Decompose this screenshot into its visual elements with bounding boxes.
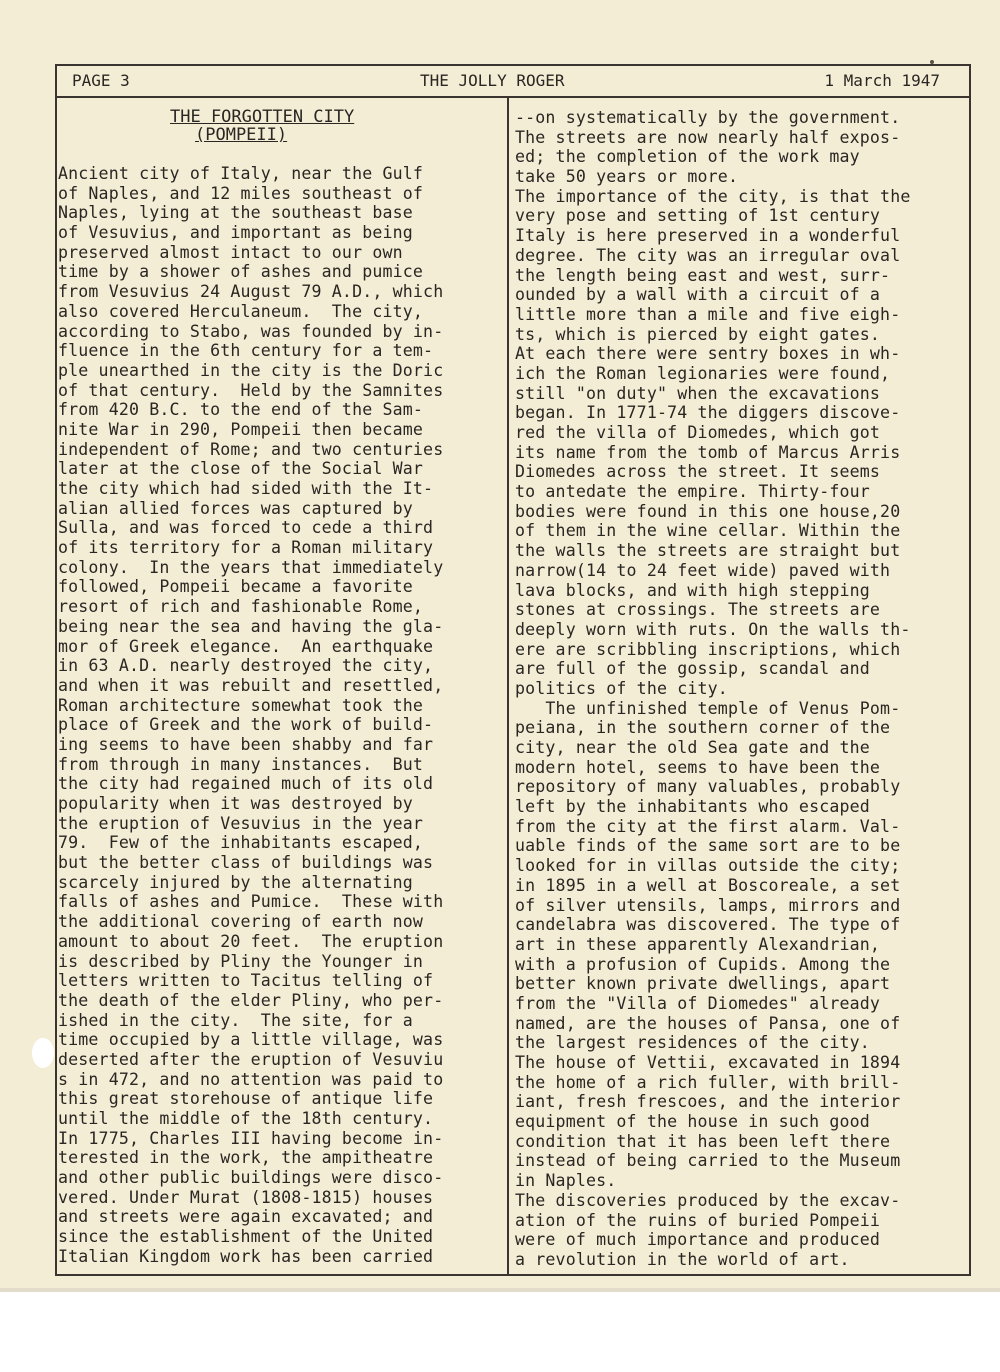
article-line: ished in the city. The site, for a bbox=[58, 1010, 413, 1030]
article-line: in Naples. bbox=[515, 1171, 617, 1191]
article-line: preserved almost intact to our own bbox=[58, 242, 403, 262]
article-line: In 1775, Charles III having become in- bbox=[58, 1128, 444, 1148]
article-line: from through in many instances. But bbox=[58, 754, 424, 774]
article-line: lava blocks, and with high stepping bbox=[515, 580, 870, 600]
article-line: time occupied by a little village, was bbox=[58, 1030, 444, 1050]
article-line: looked for in villas outside the city; bbox=[515, 856, 901, 876]
article-line: also covered Herculaneum. The city, bbox=[58, 301, 424, 321]
article-line: the city which had sided with the It- bbox=[58, 479, 434, 498]
article-line: its name from the tomb of Marcus Arris bbox=[515, 442, 901, 462]
article-line: ple unearthed in the city is the Doric bbox=[58, 360, 444, 380]
article-line: being near the sea and having the gla- bbox=[58, 616, 444, 636]
article-line: popularity when it was destroyed by bbox=[58, 794, 413, 813]
article-line: --on systematically by the government. bbox=[515, 108, 901, 127]
article-line: instead of being carried to the Museum bbox=[515, 1151, 901, 1171]
article-line: Naples, lying at the southeast base bbox=[58, 203, 413, 223]
article-line: are full of the gossip, scandal and bbox=[515, 659, 870, 679]
article-line: repository of many valuables, probably bbox=[515, 777, 901, 797]
article-line: deeply worn with ruts. On the walls th- bbox=[515, 619, 911, 639]
article-line: the eruption of Vesuvius in the year bbox=[58, 813, 424, 833]
article-line: from 420 B.C. to the end of the Sam- bbox=[58, 400, 424, 420]
article-line: degree. The city was an irregular oval bbox=[515, 245, 901, 265]
article-line: time by a shower of ashes and pumice bbox=[58, 262, 424, 282]
article-line: alian allied forces was captured by bbox=[58, 498, 413, 518]
article-line: equipment of the house in such good bbox=[515, 1112, 870, 1132]
paper-smudge bbox=[32, 1038, 54, 1068]
article-line: followed, Pompeii became a favorite bbox=[58, 577, 413, 597]
article-line: later at the close of the Social War bbox=[58, 459, 424, 479]
article-line: the walls the streets are straight but bbox=[515, 541, 901, 561]
article-line: candelabra was discovered. The type of bbox=[515, 915, 901, 935]
article-line: The unfinished temple of Venus Pom- bbox=[515, 698, 901, 718]
article-heading bbox=[60, 108, 506, 144]
article-line: ation of the ruins of buried Pompeii bbox=[515, 1210, 881, 1230]
article-line: nite War in 290, Pompeii then became bbox=[58, 419, 424, 439]
article-column-left bbox=[58, 164, 506, 1267]
article-line: place of Greek and the work of build- bbox=[58, 715, 434, 735]
article-line: of its territory for a Roman military bbox=[58, 538, 434, 558]
article-line: the city had regained much of its old bbox=[58, 774, 434, 794]
article-line: the length being east and west, surr- bbox=[515, 265, 891, 285]
article-line: s in 472, and no attention was paid to bbox=[58, 1069, 444, 1089]
article-line: very pose and setting of 1st century bbox=[515, 206, 881, 226]
article-line: condition that it has been left there bbox=[515, 1131, 891, 1151]
article-line: Sulla, and was forced to cede a third bbox=[58, 518, 434, 538]
article-line: and streets were again excavated; and bbox=[58, 1207, 434, 1227]
article-line: peiana, in the southern corner of the bbox=[515, 718, 891, 738]
article-line: Ancient city of Italy, near the Gulf bbox=[58, 164, 424, 183]
article-line: resort of rich and fashionable Rome, bbox=[58, 597, 424, 617]
article-line: were of much importance and produced bbox=[515, 1230, 881, 1250]
article-line: falls of ashes and Pumice. These with bbox=[58, 892, 444, 912]
article-line: stones at crossings. The streets are bbox=[515, 600, 881, 620]
article-line: in 63 A.D. nearly destroyed the city, bbox=[58, 656, 434, 676]
article-line: The streets are now nearly half expos- bbox=[515, 127, 901, 147]
article-line: 79. Few of the inhabitants escaped, bbox=[58, 833, 424, 853]
article-line: The house of Vettii, excavated in 1894 bbox=[515, 1053, 901, 1072]
article-line: of that century. Held by the Samnites bbox=[58, 380, 444, 400]
article-line: from the city at the first alarm. Val- bbox=[515, 816, 901, 836]
article-line: At each there were sentry boxes in wh- bbox=[515, 344, 901, 364]
article-line: and other public buildings were disco- bbox=[58, 1168, 444, 1188]
article-line: this great storehouse of antique life bbox=[58, 1089, 434, 1109]
article-line: and when it was rebuilt and resettled, bbox=[58, 675, 444, 695]
header-divider bbox=[55, 96, 971, 98]
article-subtitle: (POMPEII) bbox=[195, 125, 288, 145]
article-line: ich the Roman legionaries were found, bbox=[515, 363, 891, 383]
article-line: better known private dwellings, apart bbox=[515, 974, 891, 994]
article-line: little more than a mile and five eigh- bbox=[515, 304, 901, 324]
article-line: narrow(14 to 24 feet wide) paved with bbox=[515, 560, 891, 580]
article-line: politics of the city. bbox=[515, 678, 728, 698]
article-line: art in these apparently Alexandrian, bbox=[515, 934, 881, 954]
article-line: left by the inhabitants who escaped bbox=[515, 797, 870, 817]
article-line: of silver utensils, lamps, mirrors and bbox=[515, 895, 901, 915]
article-line: until the middle of the 18th century. bbox=[58, 1109, 434, 1128]
article-line: the home of a rich fuller, with brill- bbox=[515, 1072, 901, 1092]
article-line: began. In 1771-74 the diggers discove- bbox=[515, 403, 901, 423]
issue-date: 1 March 1947 bbox=[824, 71, 940, 90]
article-line: ts, which is pierced by eight gates. bbox=[515, 324, 881, 344]
article-line: ounded by a wall with a circuit of a bbox=[515, 285, 881, 305]
article-line: amount to about 20 feet. The eruption bbox=[58, 931, 444, 951]
article-line: terested in the work, the ampitheatre bbox=[58, 1148, 434, 1168]
article-line: in 1895 in a well at Boscoreale, a set bbox=[515, 875, 901, 895]
article-title: THE FORGOTTEN CITY bbox=[170, 107, 355, 127]
article-line: take 50 years or more. bbox=[515, 167, 739, 187]
article-line: ed; the completion of the work may bbox=[515, 147, 860, 167]
article-line: modern hotel, seems to have been the bbox=[515, 757, 881, 777]
article-line: colony. In the years that immediately bbox=[58, 557, 444, 577]
article-line: named, are the houses of Pansa, one of bbox=[515, 1013, 901, 1033]
article-line: from Vesuvius 24 August 79 A.D., which bbox=[58, 282, 444, 302]
article-line: Italian Kingdom work has been carried bbox=[58, 1246, 434, 1266]
article-line: the largest residences of the city. bbox=[515, 1033, 870, 1053]
article-line: The discoveries produced by the excav- bbox=[515, 1190, 901, 1210]
article-line: Roman architecture somewhat took the bbox=[58, 695, 424, 715]
article-line: iant, fresh frescoes, and the interior bbox=[515, 1092, 901, 1112]
article-line: since the establishment of the United bbox=[58, 1227, 434, 1247]
article-line: from the "Villa of Diomedes" already bbox=[515, 993, 881, 1013]
article-line: ere are scribbling inscriptions, which bbox=[515, 639, 901, 659]
article-line: a revolution in the world of art. bbox=[515, 1249, 850, 1269]
article-line: is described by Pliny the Younger in bbox=[58, 951, 424, 971]
article-line: according to Stabo, was founded by in- bbox=[58, 321, 444, 341]
article-line: the death of the elder Pliny, who per- bbox=[58, 990, 444, 1010]
article-line: letters written to Tacitus telling of bbox=[58, 971, 434, 991]
article-line: the additional covering of earth now bbox=[58, 912, 424, 932]
article-line: The importance of the city, is that the bbox=[515, 186, 911, 206]
page-number: PAGE 3 bbox=[72, 71, 130, 90]
article-line: but the better class of buildings was bbox=[58, 853, 434, 873]
article-line: mor of Greek elegance. An earthquake bbox=[58, 636, 434, 656]
article-line: of Naples, and 12 miles southeast of bbox=[58, 183, 424, 203]
article-line: fluence in the 6th century for a tem- bbox=[58, 341, 434, 361]
article-line: of them in the wine cellar. Within the bbox=[515, 521, 901, 541]
column-divider bbox=[507, 96, 509, 1276]
article-line: ing seems to have been shabby and far bbox=[58, 734, 434, 754]
article-line: bodies were found in this one house,20 bbox=[515, 501, 901, 521]
article-line: independent of Rome; and two centuries bbox=[58, 439, 444, 459]
article-line: with a profusion of Cupids. Among the bbox=[515, 954, 891, 974]
article-line: scarcely injured by the alternating bbox=[58, 872, 413, 892]
page-edge bbox=[0, 1288, 1000, 1292]
article-line: to antedate the empire. Thirty-four bbox=[515, 482, 870, 502]
article-line: city, near the old Sea gate and the bbox=[515, 738, 870, 757]
article-line: red the villa of Diomedes, which got bbox=[515, 423, 881, 442]
article-line: vered. Under Murat (1808-1815) houses bbox=[58, 1187, 434, 1207]
article-column-right bbox=[515, 108, 969, 1270]
article-line: uable finds of the same sort are to be bbox=[515, 836, 901, 856]
article-line: deserted after the eruption of Vesuviu bbox=[58, 1049, 444, 1069]
article-line: of Vesuvius, and important as being bbox=[58, 223, 413, 243]
article-line: Italy is here preserved in a wonderful bbox=[515, 226, 901, 246]
article-line: still "on duty" when the excavations bbox=[515, 383, 881, 403]
newsletter-title: THE JOLLY ROGER bbox=[420, 71, 565, 90]
article-line: Diomedes across the street. It seems bbox=[515, 462, 881, 482]
